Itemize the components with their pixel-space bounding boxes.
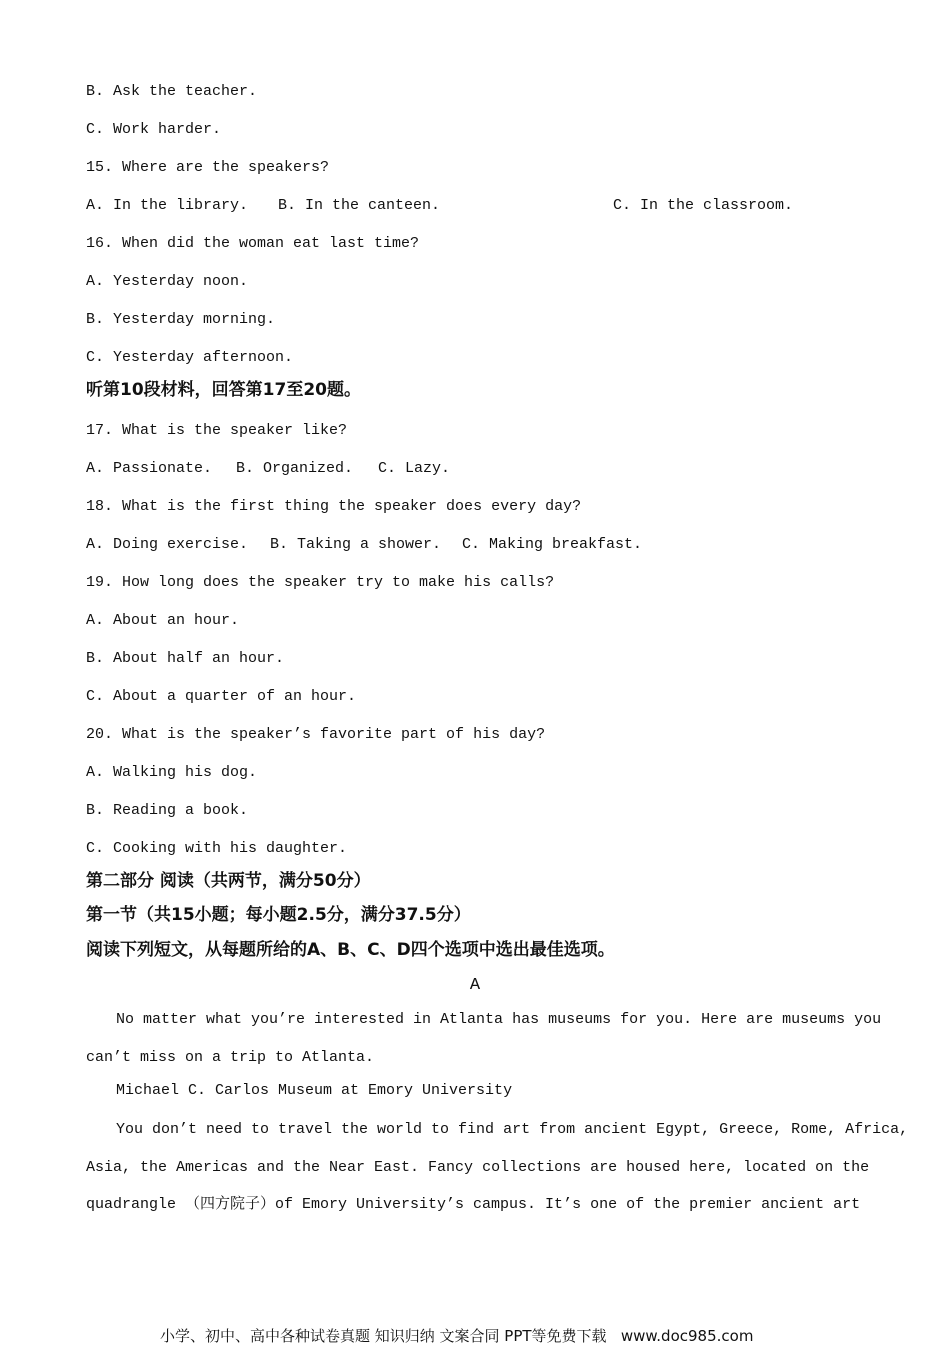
paragraph-1-line-1: No matter what you’re interested in Atlanta has museums for you. Here are museums you bbox=[116, 1011, 882, 1028]
question-18: 18. What is the first thing the speaker does every day? bbox=[86, 498, 582, 515]
question-17: 17. What is the speaker like? bbox=[86, 422, 348, 439]
question-20: 20. What is the speaker’s favorite part of his day? bbox=[86, 726, 546, 743]
question-19-option-a: A. About an hour. bbox=[86, 612, 240, 629]
question-20-option-c: C. Cooking with his daughter. bbox=[86, 840, 348, 857]
paragraph-2-line-1: You don’t need to travel the world to find art from ancient Egypt, Greece, Rome, Africa, bbox=[116, 1121, 909, 1138]
question-17-option-b: B. Organized. bbox=[236, 460, 354, 477]
page-footer: 小学、初中、高中各种试卷真题 知识归纳 文案合同 PPT等免费下载 www.doc985.com bbox=[160, 1327, 754, 1345]
question-17-option-a: A. Passionate. bbox=[86, 460, 213, 477]
section-heading-material-10: 听第10段材料，回答第17至20题。 bbox=[86, 380, 361, 400]
question-15-option-c: C. In the classroom. bbox=[613, 197, 794, 214]
question-15-option-b: B. In the canteen. bbox=[278, 197, 441, 214]
question-16: 16. When did the woman eat last time? bbox=[86, 235, 420, 252]
question-15-option-a: A. In the library. bbox=[86, 197, 249, 214]
question-18-option-a: A. Doing exercise. bbox=[86, 536, 249, 553]
option-c: C. Work harder. bbox=[86, 121, 222, 138]
question-18-option-c: C. Making breakfast. bbox=[462, 536, 643, 553]
question-16-option-b: B. Yesterday morning. bbox=[86, 311, 276, 328]
question-19: 19. How long does the speaker try to make his calls? bbox=[86, 574, 555, 591]
question-20-option-a: A. Walking his dog. bbox=[86, 764, 258, 781]
paragraph-2-line-3: quadrangle （四方院子）of Emory University’s campus. It’s one of the premier ancient art bbox=[86, 1196, 861, 1213]
question-16-option-c: C. Yesterday afternoon. bbox=[86, 349, 294, 366]
question-20-option-b: B. Reading a book. bbox=[86, 802, 249, 819]
paragraph-2-line-2: Asia, the Americas and the Near East. Fancy collections are housed here, located on the bbox=[86, 1159, 870, 1176]
question-16-option-a: A. Yesterday noon. bbox=[86, 273, 249, 290]
question-17-option-c: C. Lazy. bbox=[378, 460, 451, 477]
part-two-heading: 第二部分 阅读（共两节，满分50分） bbox=[86, 871, 371, 891]
question-19-option-c: C. About a quarter of an hour. bbox=[86, 688, 357, 705]
question-18-option-b: B. Taking a shower. bbox=[270, 536, 442, 553]
paragraph-1-line-2: can’t miss on a trip to Atlanta. bbox=[86, 1049, 375, 1066]
section-one-heading: 第一节（共15小题；每小题2.5分，满分37.5分） bbox=[86, 905, 471, 925]
question-15: 15. Where are the speakers? bbox=[86, 159, 330, 176]
option-b: B. Ask the teacher. bbox=[86, 83, 258, 100]
museum-heading: Michael C. Carlos Museum at Emory University bbox=[116, 1082, 513, 1099]
passage-title: A bbox=[469, 976, 481, 995]
question-19-option-b: B. About half an hour. bbox=[86, 650, 285, 667]
reading-instructions: 阅读下列短文，从每题所给的A、B、C、D四个选项中选出最佳选项。 bbox=[86, 940, 615, 960]
